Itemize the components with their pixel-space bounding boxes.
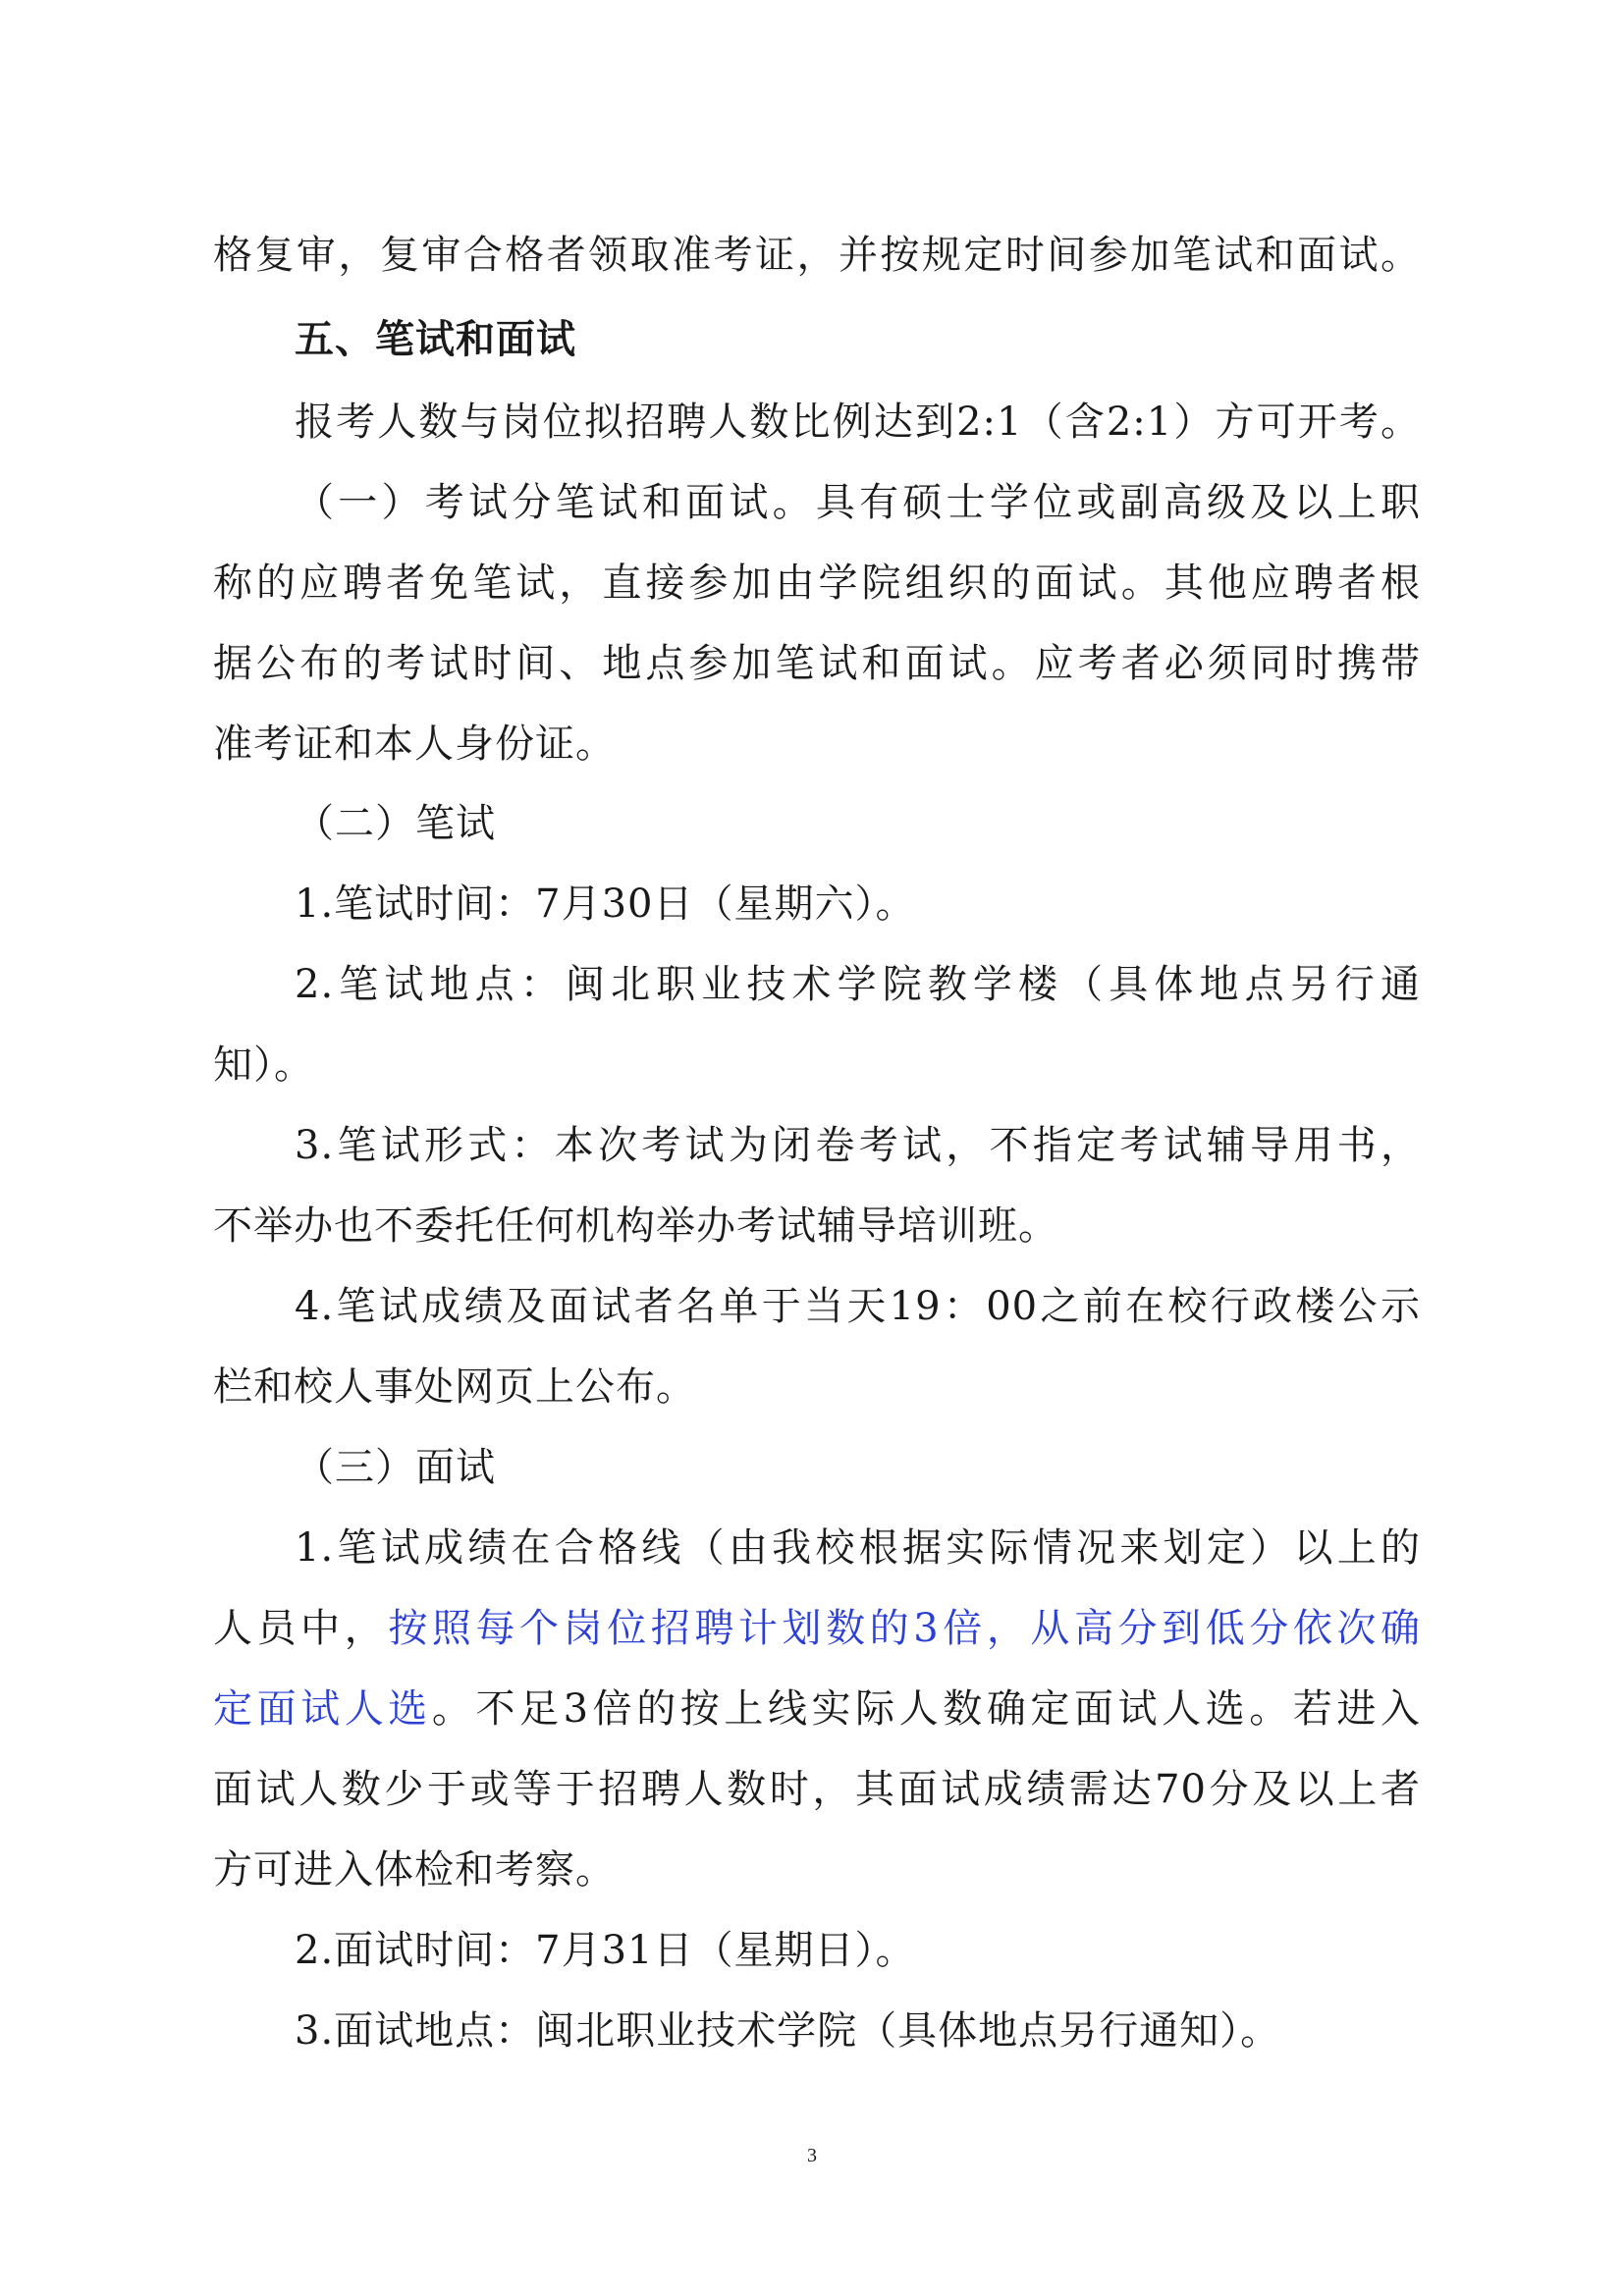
page-number: 3 — [807, 2145, 817, 2166]
paragraph-line: 面试人数少于或等于招聘人数时，其面试成绩需达70分及以上者 — [213, 1767, 1421, 1812]
paragraph-line: 4.笔试成绩及面试者名单于当天19：00之前在校行政楼公示 — [295, 1284, 1421, 1329]
line-suffix: 。不足3倍的按上线实际人数确定面试人选。若进入 — [431, 1686, 1422, 1732]
line-prefix: 人员中， — [213, 1606, 389, 1651]
paragraph-line: 报考人数与岗位拟招聘人数比例达到2:1（含2:1）方可开考。 — [295, 400, 1421, 445]
paragraph-line: （一）考试分笔试和面试。具有硕士学位或副高级及以上职 — [295, 480, 1421, 525]
paragraph-line: 称的应聘者免笔试，直接参加由学院组织的面试。其他应聘者根 — [213, 561, 1421, 606]
paragraph-line: 格复审，复审合格者领取准考证，并按规定时间参加笔试和面试。 — [213, 233, 1421, 278]
highlighted-text: 按照每个岗位招聘计划数的3倍，从高分到低分依次确 — [388, 1606, 1422, 1651]
paragraph-line-highlighted — [213, 1685, 1421, 1733]
paragraph-line-highlighted — [213, 1605, 1421, 1652]
subsection-heading: （三）面试 — [295, 1445, 496, 1490]
paragraph-line: 准考证和本人身份证。 — [213, 721, 616, 767]
paragraph-line: 2.笔试地点：闽北职业技术学院教学楼（具体地点另行通 — [295, 962, 1421, 1007]
paragraph-line: 2.面试时间：7月31日（星期日）。 — [295, 1928, 916, 1973]
paragraph-line: 据公布的考试时间、地点参加笔试和面试。应考者必须同时携带 — [213, 641, 1421, 686]
subsection-heading: （二）笔试 — [295, 801, 496, 846]
paragraph-line: 3.笔试形式：本次考试为闭卷考试，不指定考试辅导用书， — [295, 1123, 1421, 1168]
paragraph-line: 不举办也不委托任何机构举办考试辅导培训班。 — [213, 1203, 1058, 1249]
paragraph-line: 1.笔试成绩在合格线（由我校根据实际情况来划定）以上的 — [295, 1525, 1421, 1571]
paragraph-line: 方可进入体检和考察。 — [213, 1847, 616, 1893]
section-heading: 五、笔试和面试 — [295, 316, 576, 362]
paragraph-line: 知）。 — [213, 1042, 314, 1088]
paragraph-line: 3.面试地点：闽北职业技术学院（具体地点另行通知）。 — [295, 2008, 1281, 2054]
paragraph-line: 1.笔试时间：7月30日（星期六）。 — [295, 881, 916, 927]
paragraph-line: 栏和校人事处网页上公布。 — [213, 1364, 696, 1410]
highlighted-text: 定面试人选 — [213, 1686, 432, 1732]
